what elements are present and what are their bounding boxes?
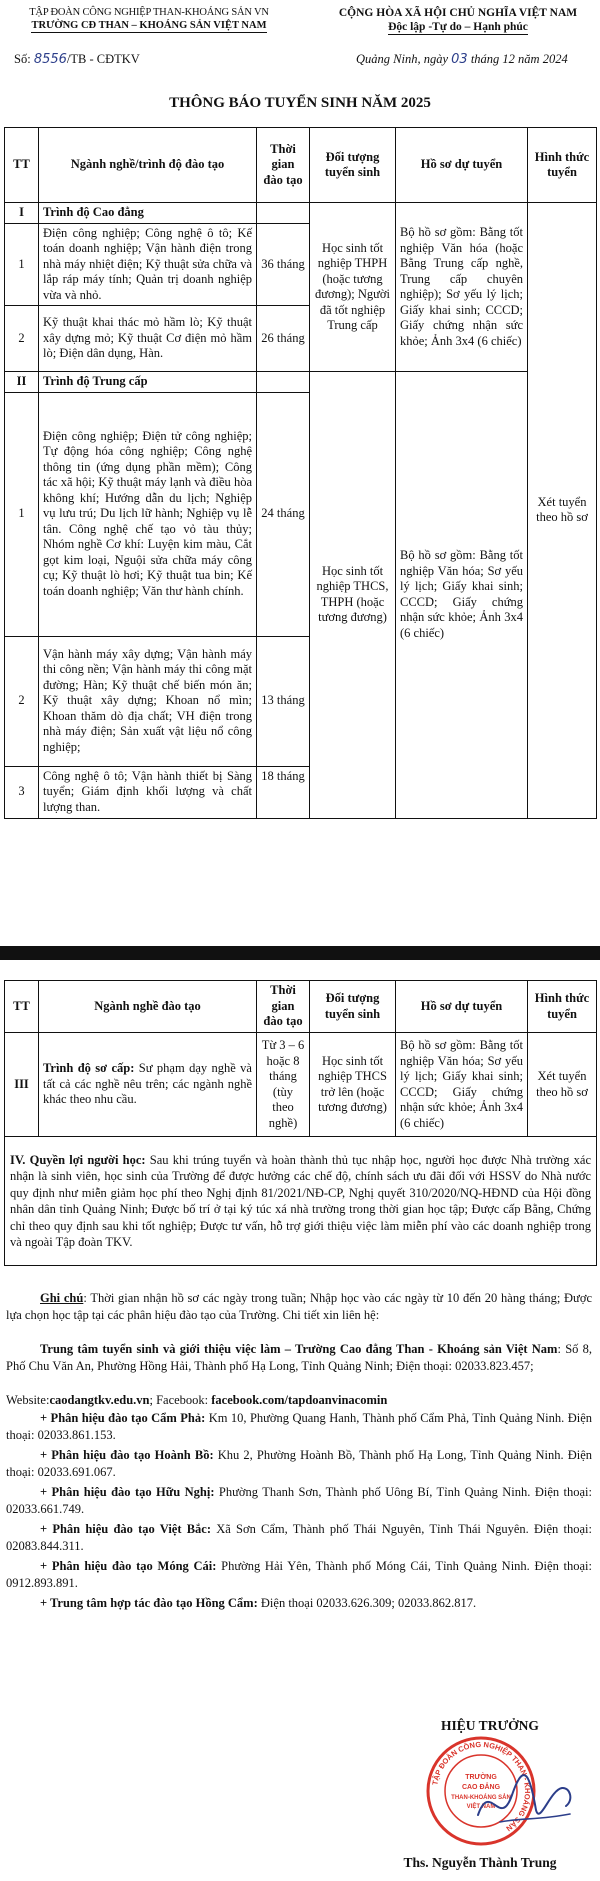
col-target: Đối tượng tuyển sinh — [310, 128, 396, 203]
svg-text:TRƯỜNG: TRƯỜNG — [465, 1774, 497, 1781]
admission-table — [4, 127, 597, 819]
signer-title: HIỆU TRƯỞNG — [441, 1718, 539, 1733]
handwritten-number: 8556 — [33, 52, 67, 67]
svg-text:TẬP ĐOÀN CÔNG NGHIỆP THAN - KH: TẬP ĐOÀN CÔNG NGHIỆP THAN - KHOÁNG SẢN — [430, 1739, 533, 1834]
center-hong-cam: + Trung tâm hợp tác đào tạo Hồng Cẩm: Điện thoại 02033.626.309; 02033.862.817. — [40, 1596, 477, 1610]
table-row: III Trình độ sơ cấp: Sư phạm dạy nghề và tất cả các nghề nêu trên; các ngành nghề khác theo nhu cầu. Từ 3 – 6 hoặc 8 tháng (tùy theo nghề) Học sinh tốt nghiệp THCS trở lên (hoặc tương đương) Bộ hồ sơ gồm: Bằng tốt nghiệp Văn hóa; Sơ yếu lý lịch; Giấy khai sinh; CCCD; Giấy chứng nhận sức khỏe; Ảnh 3x4 (6 chiếc) Xét tuyển theo hồ sơ — [5, 1033, 597, 1137]
table-row: 2 Kỹ thuật khai thác mỏ hầm lò; Kỹ thuật xây dựng mỏ; Kỹ thuật Cơ điện mỏ hầm lò; Điện dân dụng, Hàn. 26 tháng — [5, 306, 597, 372]
section-row: I Trình độ Cao đẳng Học sinh tốt nghiệp THPH (hoặc tương đương); Người đã tốt nghiệp Trung cấp Bộ hồ sơ gồm: Bằng tốt nghiệp Văn hóa (hoặc Bằng Trung cấp nghề, Trung cấp chuyên nghiệp); Sơ yếu lý lịch; Giấy khai sinh; CCCD; Giấy chứng nhận sức khỏe; Ảnh 3x4 (6 chiếc) Xét tuyển theo hồ sơ — [5, 203, 597, 224]
document-date: Quảng Ninh, ngày 03 tháng 12 năm 2024 — [356, 52, 568, 67]
learner-rights: IV. Quyền lợi người học: Sau khi trúng tuyển và hoàn thành thủ tục nhập học, người học được Nhà trường xác nhận là sinh viên, học sinh của Trường để được hưởng các chế độ, chính sách ưu đãi đối với HSSV do Nhà nước quy định như miễn giảm học phí theo Nghị định 81/2021/NĐ-CP, Nghị quyết 310/2020/NQ-HĐND của Hội đồng nhân dân tỉnh Quảng Ninh; Được bố trí ở tại ký túc xá nhà trường trong thời gian học tập; Được cấp Bằng, Chứng chỉ theo quy định sau khi tốt nghiệp; Được tư vấn, hỗ trợ giới thiệu việc làm miễn phí vào các doanh nghiệp trong và ngoài Tập đoàn TKV. — [5, 1137, 597, 1266]
table-row: 2 Vận hành máy xây dựng; Vận hành máy thi công nền; Vận hành máy thi công mặt đường; Hàn; Kỹ thuật chế biến món ăn; Kỹ thuật xây dựng; Khoan nổ mìn; Khoan thăm dò địa chất; VH điện trong nhà máy điện; Sản xuất vật liệu nổ công nghiệp; 13 tháng — [5, 636, 597, 766]
program-list: Điện công nghiệp; Điện tử công nghiệp; Tự động hóa công nghiệp; Công nghệ thông tin (ứng dụng phần mềm); Công tác xã hội; Kỹ thuật máy lạnh và điều hòa không khí; Hướng dẫn du lịch; Nghiệp vụ lưu trú; Du lịch lữ hành; Nghiệp vụ lễ tân. Công nghệ chế tạo vỏ tàu thủy; Nhóm nghề Cơ khí: Luyện kim màu, Cắt gọt kim loại, Nguội sửa chữa máy công cụ; Kỹ thuật lò hơi; Kỹ thuật tua bin; Kế toán doanh nghiệp; Văn thư hành chính. — [39, 392, 257, 636]
branch-viet-bac: + Phân hiệu đào tạo Việt Bắc: Xã Sơn Cẩm, Thành phố Thái Nguyên, Tỉnh Thái Nguyên. Điện thoại: 02083.844.311. — [6, 1522, 592, 1553]
admission-form: Xét tuyển theo hồ sơ — [528, 1033, 597, 1137]
signer-name: Ths. Nguyễn Thành Trung — [403, 1855, 557, 1870]
branch-huu-nghi: + Phân hiệu đào tạo Hữu Nghị: Phường Thanh Sơn, Thành phố Uông Bí, Tỉnh Quảng Ninh. Điện thoại: 02033.661.749. — [6, 1485, 592, 1516]
duration: 13 tháng — [257, 636, 310, 766]
issuer-block — [4, 6, 294, 33]
duration: 26 tháng — [257, 306, 310, 372]
svg-text:THAN-KHOÁNG SẢN: THAN-KHOÁNG SẢN — [451, 1795, 511, 1801]
signature-icon — [470, 1760, 580, 1840]
col-duration: Thời gian đào tạo — [257, 128, 310, 203]
issuer-org: TẬP ĐOÀN CÔNG NGHIỆP THAN-KHOÁNG SẢN VN — [29, 7, 269, 18]
svg-text:VIỆT NAM: VIỆT NAM — [466, 1804, 496, 1810]
facebook-link[interactable]: facebook.com/tapdoanvinacomin — [211, 1393, 388, 1407]
motto: Độc lập -Tự do – Hạnh phúc — [388, 21, 528, 33]
table-row: 3 Công nghệ ô tô; Vận hành thiết bị Sàng tuyển; Giám định khối lượng và chất lượng than. 18 tháng — [5, 766, 597, 818]
col-documents: Hồ sơ dự tuyển — [396, 128, 528, 203]
table-header-row: TT Ngành nghề đào tạo Thời gian đào tạo Đối tượng tuyển sinh Hồ sơ dự tuyển Hình thức tuyển — [5, 981, 597, 1033]
page-2 — [0, 960, 600, 1881]
duration: 24 tháng — [257, 392, 310, 636]
national-motto — [320, 6, 596, 35]
college-target: Học sinh tốt nghiệp THPH (hoặc tương đương); Người đã tốt nghiệp Trung cấp — [310, 203, 396, 372]
elementary-target: Học sinh tốt nghiệp THCS trở lên (hoặc tương đương) — [310, 1033, 396, 1137]
issuer-school: TRƯỜNG CĐ THAN – KHOÁNG SẢN VIỆT NAM — [31, 20, 267, 31]
section-row: II Trình độ Trung cấp Học sinh tốt nghiệp THCS, THPH (hoặc tương đương) Bộ hồ sơ gồm: Bằng tốt nghiệp Văn hóa; Sơ yếu lý lịch; Giấy khai sinh; CCCD; Giấy chứng nhận sức khỏe; Ảnh 3x4 (6 chiếc) — [5, 372, 597, 393]
program-list: Trình độ sơ cấp: Sư phạm dạy nghề và tất cả các nghề nêu trên; các ngành nghề khác theo nhu cầu. — [39, 1033, 257, 1137]
col-program: Ngành nghề/trình độ đào tạo — [39, 128, 257, 203]
admission-form: Xét tuyển theo hồ sơ — [528, 203, 597, 819]
branch-hoanh-bo: + Phân hiệu đào tạo Hoành Bồ: Khu 2, Phường Hoành Bồ, Thành phố Hạ Long, Tỉnh Quảng Ninh. Điện thoại: 02033.691.067. — [6, 1448, 592, 1479]
college-documents: Bộ hồ sơ gồm: Bằng tốt nghiệp Văn hóa (hoặc Bằng Trung cấp nghề, Trung cấp chuyên nghiệp); Sơ yếu lý lịch; Giấy khai sinh; CCCD; Giấy chứng nhận sức khỏe; Ảnh 3x4 (6 chiếc) — [396, 203, 528, 372]
program-list: Kỹ thuật khai thác mỏ hầm lò; Kỹ thuật xây dựng mỏ; Kỹ thuật Cơ điện mỏ hầm lò; Điện dân dụng, Hàn. — [39, 306, 257, 372]
duration: 36 tháng — [257, 223, 310, 306]
branch-cam-pha: + Phân hiệu đào tạo Cẩm Phả: Km 10, Phường Quang Hanh, Thành phố Cẩm Phả, Tỉnh Quảng Ninh. Điện thoại: 02033.861.153. — [6, 1411, 592, 1442]
branch-mong-cai: + Phân hiệu đào tạo Móng Cái: Phường Hải Yên, Thành phố Móng Cái, Tỉnh Quảng Ninh. Điện thoại: 0912.893.891. — [6, 1559, 592, 1590]
duration: 18 tháng — [257, 766, 310, 818]
program-list: Điện công nghiệp; Công nghệ ô tô; Kế toán doanh nghiệp; Vận hành điện trong nhà máy nhiệt điện; Kỹ thuật sửa chữa và lắp ráp máy tính; Quản trị doanh nghiệp vừa và nhỏ. — [39, 223, 257, 306]
table-header-row — [5, 128, 597, 203]
notes: Ghi chú: Thời gian nhận hồ sơ các ngày trong tuần; Nhập học vào các ngày từ 10 đến 20 hàng tháng; Được lựa chọn học tập tại các phân hiệu đào tạo của Trường. Chi tiết xin liên hệ: — [6, 1291, 592, 1322]
intermediate-documents: Bộ hồ sơ gồm: Bằng tốt nghiệp Văn hóa; Sơ yếu lý lịch; Giấy khai sinh; CCCD; Giấy chứng nhận sức khỏe; Ảnh 3x4 (6 chiếc) — [396, 372, 528, 819]
table-row: 1 Điện công nghiệp; Điện tử công nghiệp; Tự động hóa công nghiệp; Công nghệ thông tin (ứng dụng phần mềm); Công tác xã hội; Kỹ thuật máy lạnh và điều hòa không khí; Hướng dẫn du lịch; Nghiệp vụ lưu trú; Du lịch lữ hành; Nghiệp vụ lễ tân. Công nghệ chế tạo vỏ tàu thủy; Nhóm nghề Cơ khí: Luyện kim màu, Cắt gọt kim loại, Nguội sửa chữa máy công cụ; Kỹ thuật lò hơi; Kỹ thuật tua bin; Kế toán doanh nghiệp; Văn thư hành chính. 24 tháng — [5, 392, 597, 636]
document-title: THÔNG BÁO TUYỂN SINH NĂM 2025 — [169, 95, 431, 111]
intermediate-target: Học sinh tốt nghiệp THCS, THPH (hoặc tương đương) — [310, 372, 396, 819]
program-list: Vận hành máy xây dựng; Vận hành máy thi công nền; Vận hành máy thi công mặt đường; Hàn; Kỹ thuật chế biến món ăn; Kỹ thuật xây dựng; Khoan nổ mìn; Khoan thăm dò địa chất; VH điện trong nhà máy điện; Sản xuất vật liệu nổ công nghiệp; — [39, 636, 257, 766]
section-title: Trình độ Cao đẳng — [39, 203, 257, 224]
col-form: Hình thức tuyển — [528, 128, 597, 203]
document-number: Số: 8556/TB - CĐTKV — [14, 52, 140, 67]
elementary-documents: Bộ hồ sơ gồm: Bằng tốt nghiệp Văn hóa; Sơ yếu lý lịch; Giấy khai sinh; CCCD; Giấy chứng nhận sức khỏe; Ảnh 3x4 (6 chiếc) — [396, 1033, 528, 1137]
elementary-table — [4, 980, 597, 1266]
duration: Từ 3 – 6 hoặc 8 tháng (tùy theo nghề) — [257, 1033, 310, 1137]
admissions-center: Trung tâm tuyển sinh và giới thiệu việc làm – Trường Cao đẳng Than - Khoáng sản Việt Nam: Số 8, Phố Chu Văn An, Phường Hồng Hải, Thành phố Hạ Long, Tỉnh Quảng Ninh; Điện thoại: 02033.823.457; — [6, 1342, 592, 1373]
section-title: Trình độ Trung cấp — [39, 372, 257, 393]
website-link[interactable]: caodangtkv.edu.vn — [49, 1393, 150, 1407]
program-list: Công nghệ ô tô; Vận hành thiết bị Sàng tuyển; Giám định khối lượng và chất lượng than. — [39, 766, 257, 818]
col-tt: TT — [5, 128, 39, 203]
svg-text:CAO ĐẲNG: CAO ĐẲNG — [461, 1784, 501, 1791]
web-contacts: Website:caodangtkv.edu.vn; Facebook: facebook.com/tapdoanvinacomin — [6, 1393, 388, 1407]
page-separator — [0, 946, 600, 960]
nation-name: CỘNG HÒA XÃ HỘI CHỦ NGHĨA VIỆT NAM — [338, 7, 578, 19]
table-row: 1 Điện công nghiệp; Công nghệ ô tô; Kế toán doanh nghiệp; Vận hành điện trong nhà máy nhiệt điện; Kỹ thuật sửa chữa và lắp ráp máy tính; Quản trị doanh nghiệp vừa và nhỏ. 36 tháng — [5, 223, 597, 306]
handwritten-day: 03 — [451, 52, 468, 67]
rights-row — [5, 1137, 597, 1266]
